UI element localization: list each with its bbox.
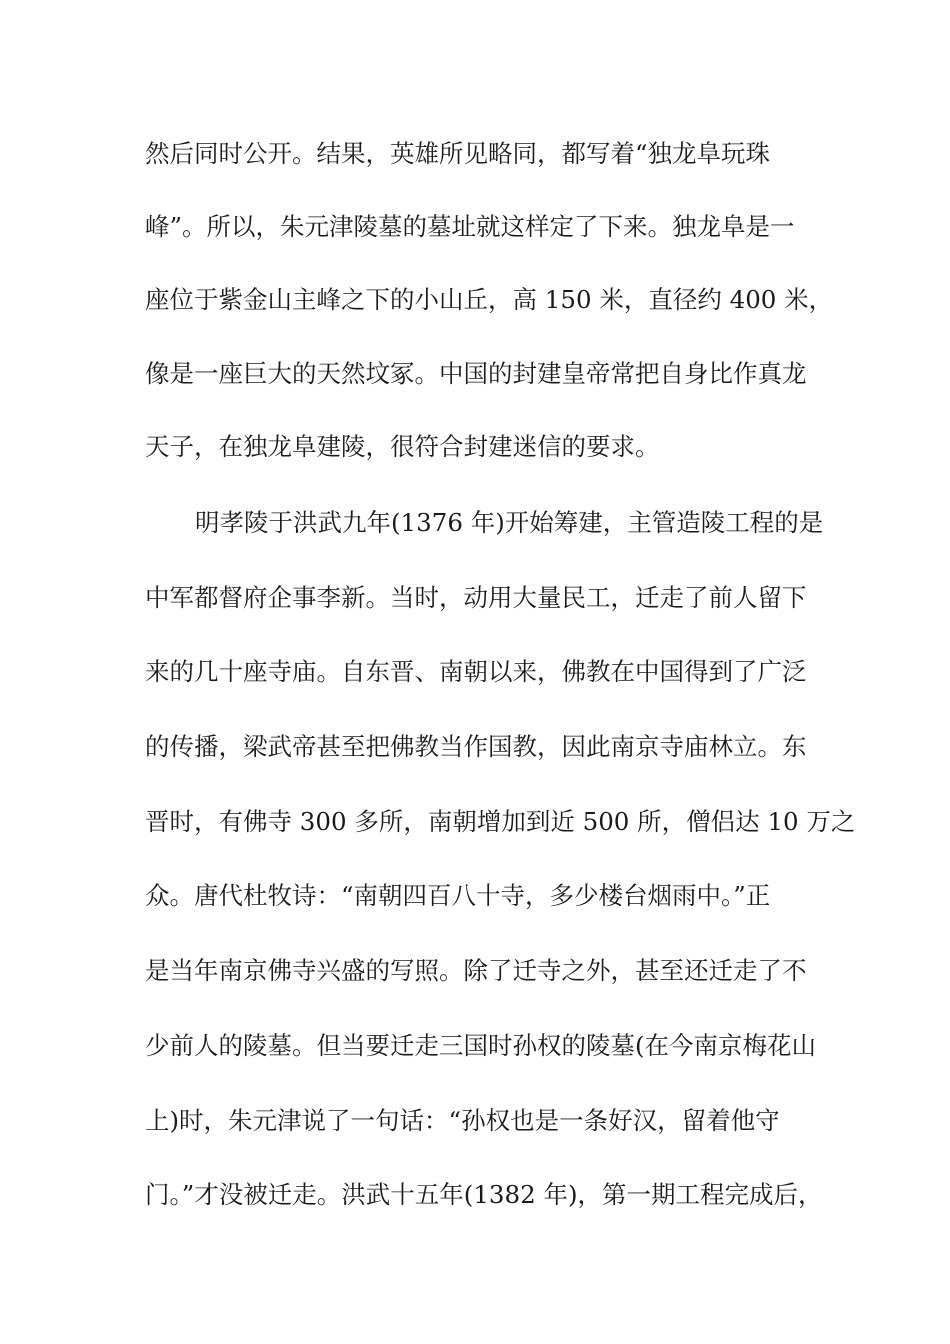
text-line: 来的几十座寺庙。自东晋、南朝以来，佛教在中国得到了广泛 [145, 657, 807, 686]
text-line: 众。唐代杜牧诗：“南朝四百八十寺，多少楼台烟雨中。”正 [145, 881, 771, 910]
text-line: 上)时，朱元津说了一句话：“孙权也是一条好汉，留着他守 [145, 1106, 780, 1135]
text-line: 中军都督府企事李新。当时，动用大量民工，迁走了前人留下 [145, 583, 807, 612]
text-line: 门。”才没被迁走。洪武十五年(1382 年)，第一期工程完成后， [145, 1180, 823, 1209]
text-line: 像是一座巨大的天然坟冢。中国的封建皇帝常把自身比作真龙 [145, 359, 807, 388]
text-line: 然后同时公开。结果，英雄所见略同，都写着“独龙阜玩珠 [145, 139, 771, 168]
text-line: 是当年南京佛寺兴盛的写照。除了迁寺之外，甚至还迁走了不 [145, 956, 807, 985]
text-line: 峰”。所以，朱元津陵墓的墓址就这样定了下来。独龙阜是一 [145, 212, 795, 241]
text-line: 晋时，有佛寺 300 多所，南朝增加到近 500 所，僧侣达 10 万之 [145, 807, 856, 836]
text-line: 少前人的陵墓。但当要迁走三国时孙权的陵墓(在今南京梅花山 [145, 1031, 817, 1060]
text-line: 天子，在独龙阜建陵，很符合封建迷信的要求。 [145, 432, 660, 461]
text-line: 的传播，梁武帝甚至把佛教当作国教，因此南京寺庙林立。东 [145, 732, 807, 761]
text-line: 座位于紫金山主峰之下的小山丘，高 150 米，直径约 400 米， [145, 285, 834, 314]
text-line: 明孝陵于洪武九年(1376 年)开始筹建，主管造陵工程的是 [195, 508, 824, 537]
